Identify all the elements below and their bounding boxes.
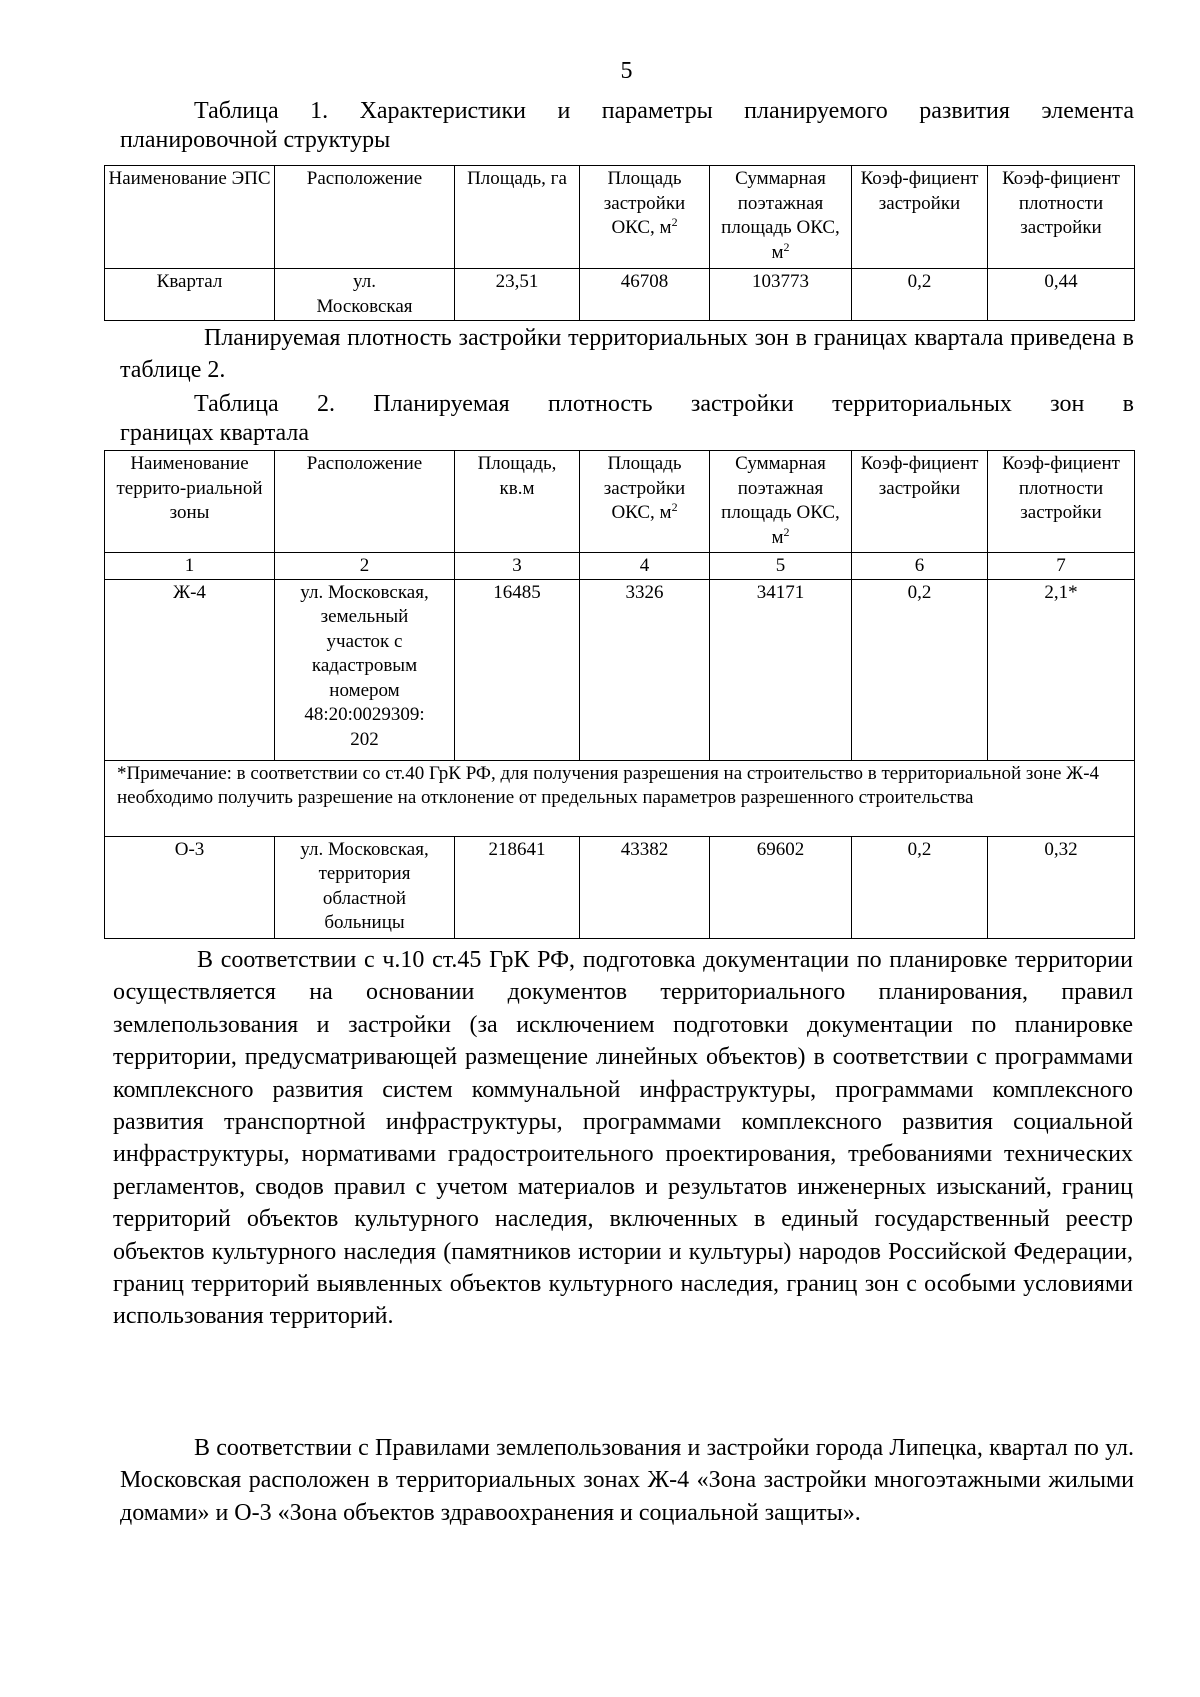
t2-row2-zone: О-3 — [105, 836, 275, 938]
t2-note: *Примечание: в соответствии со ст.40 ГрК РФ, для получения разрешения на строительство в территориальной зоне Ж-4 необходимо получить разрешение на отклонение от предельных параметров разрешенного строительства — [105, 760, 1135, 836]
t2-row1-floor-area: 34171 — [710, 579, 852, 760]
t2-colnum-1: 1 — [105, 553, 275, 580]
table2-header-row — [105, 451, 1135, 553]
t1-cell-location: ул. Московская — [275, 269, 455, 321]
t2-row1-built-area: 3326 — [580, 579, 710, 760]
intro-text: Планируемая плотность застройки территориальных зон в границах квартала приведена в таблице 2. — [120, 325, 1134, 383]
t2-colnum-2: 2 — [275, 553, 455, 580]
t1-header-built-area: Площадь застройки ОКС, $м^2$ — [580, 166, 710, 269]
t2-row2-location: ул. Московская, территория областной больницы — [275, 836, 455, 938]
table2-caption — [120, 390, 1134, 448]
table1 — [104, 165, 1135, 321]
t1-header-floor-area: Суммарная поэтажная площадь ОКС, $м^2$ — [710, 166, 852, 269]
t2-colnum-6: 6 — [852, 553, 988, 580]
t2-header-floor-area: Суммарная поэтажная площадь ОКС, $м^2$ — [710, 451, 852, 553]
t1-cell-built-area: 46708 — [580, 269, 710, 321]
table2-note-row — [105, 760, 1135, 836]
t2-header-area: Площадь, кв.м — [455, 451, 580, 553]
t2-header-coverage: Коэф-фициент застройки — [852, 451, 988, 553]
table-row — [105, 579, 1135, 760]
t2-row1-coverage: 0,2 — [852, 579, 988, 760]
t2-row1-density: 2,1* — [988, 579, 1135, 760]
table-row — [105, 836, 1135, 938]
t2-header-name: Наименование террито-риальной зоны — [105, 451, 275, 553]
table2 — [104, 450, 1135, 939]
t2-row2-area: 218641 — [455, 836, 580, 938]
t2-colnum-7: 7 — [988, 553, 1135, 580]
t2-row1-zone: Ж-4 — [105, 579, 275, 760]
t1-cell-density: 0,44 — [988, 269, 1135, 321]
t2-row1-area: 16485 — [455, 579, 580, 760]
t1-cell-floor-area: 103773 — [710, 269, 852, 321]
t2-header-location: Расположение — [275, 451, 455, 553]
t1-header-area: Площадь, га — [455, 166, 580, 269]
t2-row2-built-area: 43382 — [580, 836, 710, 938]
t1-header-location: Расположение — [275, 166, 455, 269]
t2-row1-location: ул. Московская, земельный участок с кадастровым номером 48:20:0029309: 202 — [275, 579, 455, 760]
t1-header-coverage: Коэф-фициент застройки — [852, 166, 988, 269]
t1-header-density: Коэф-фициент плотности застройки — [988, 166, 1135, 269]
t2-colnum-4: 4 — [580, 553, 710, 580]
table2-column-number-row — [105, 553, 1135, 580]
table2-caption-line2: границах квартала — [120, 420, 309, 446]
table1-caption-line1: Таблица 1. Характеристики и параметры планируемого развития элемента — [194, 98, 1134, 124]
t2-row2-density: 0,32 — [988, 836, 1135, 938]
t1-header-name: Наименование ЭПС — [105, 166, 275, 269]
t1-cell-area: 23,51 — [455, 269, 580, 321]
t2-colnum-5: 5 — [710, 553, 852, 580]
t2-row2-floor-area: 69602 — [710, 836, 852, 938]
paragraph-1: В соответствии с ч.10 ст.45 ГрК РФ, подготовка документации по планировке территории осуществляется на основании документов территориального планирования, правил землепользования и застройки (за исключением подготовки документации по планировке территории, предусматривающей размещение линейных объектов) в соответствии с программами комплексного развития систем коммунальной инфраструктуры, программами комплексного развития транспортной инфраструктуры, программами комплексного развития социальной инфраструктуры, нормативами градостроительного проектирования, требованиями технических регламентов, сводов правил с учетом материалов и результатов инженерных изысканий, границ территорий объектов культурного наследия, включенных в единый государственный реестр объектов культурного наследия (памятников истории и культуры) народов Российской Федерации, границ территорий выявленных объектов культурного наследия, границ зон с особыми условиями использования территорий. — [113, 947, 1133, 1330]
t2-colnum-3: 3 — [455, 553, 580, 580]
t2-header-density: Коэф-фициент плотности застройки — [988, 451, 1135, 553]
table1-caption — [120, 97, 1134, 155]
table-row — [105, 269, 1135, 321]
paragraph-2: В соответствии с Правилами землепользования и застройки города Липецка, квартал по ул. Московская расположен в территориальных зонах Ж-4 «Зона застройки многоэтажными жилыми домами» и О-3 «Зона объектов здравоохранения и социальной защиты». — [120, 1435, 1134, 1526]
t2-row2-coverage: 0,2 — [852, 836, 988, 938]
t1-cell-name: Квартал — [105, 269, 275, 321]
page-number: 5 — [620, 58, 633, 84]
t2-header-built-area: Площадь застройки ОКС, $м^2$ — [580, 451, 710, 553]
t1-cell-coverage: 0,2 — [852, 269, 988, 321]
table1-header-row — [105, 166, 1135, 269]
table2-caption-line1: Таблица 2. Планируемая плотность застройки территориальных зон в — [194, 391, 1134, 417]
table1-caption-line2: планировочной структуры — [120, 127, 391, 153]
